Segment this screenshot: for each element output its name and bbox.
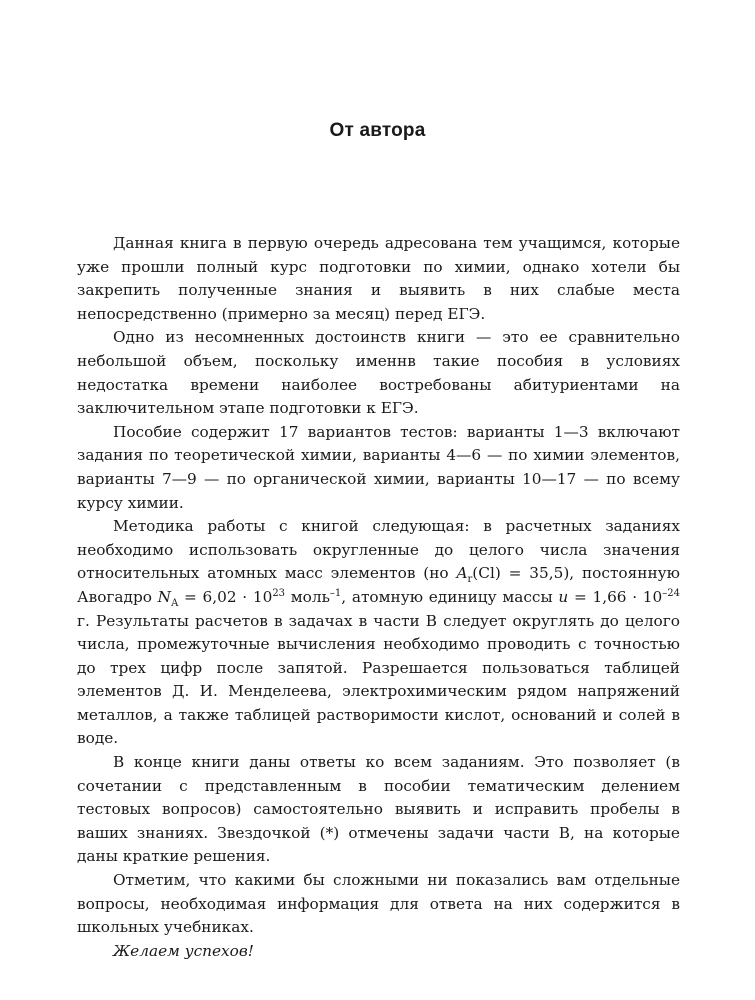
paragraph-contents: Пособие содержит 17 вариантов тестов: варианты 1—3 включают задания по теоретической химии, варианты 4—6 — по химии элементов, варианты 7—9 — по органической химии, варианты 10—17 — по всему курсу химии. [77,422,680,512]
paragraph-advantages: Одно из несомненных достоинств книги — это ее сравнительно небольшой объем, поскольку именнв такие пособия в условиях недостатка времени наиболее востребованы абитуриентами на заключительном этапе подготовки к ЕГЭ. [77,328,680,418]
na-subscript: A [171,597,179,609]
na-unit-exponent: –1 [329,587,342,599]
closing-wish: Желаем успехов! [113,941,254,960]
na-symbol: N [157,587,172,606]
u-exponent: –24 [662,587,680,599]
methodology-text-2: , атомную единицу массы [341,587,559,606]
u-value: = 1,66 · 10 [568,587,663,606]
na-unit: моль [285,587,330,606]
ar-value: (Cl) = 35,5), постоянную Авогадро [77,564,680,606]
na-exponent: 23 [272,587,286,599]
body-text [77,232,680,963]
ar-subscript: r [467,574,473,586]
paragraph-answers: В конце книги даны ответы ко всем заданиям. Это позволяет (в сочетании с представленным в пособии тематическим делением тестовых вопросов) самостоятельно выявить и исправить пробелы в ваших знаниях. Звездочкой (*) отмечены задачи части В, на которые даны краткие решения. [77,753,680,866]
methodology-text-3: г. Результаты расчетов в задачах в части В следует округлять до целого числа, промежуточные вычисления необходимо проводить с точностью до трех цифр после запятой. Разрешается пользоваться таблицей элементов Д. И. Менделеева, электрохимическим рядом напряжений металлов, а также таблицей растворимости кислот, оснований и солей в воде. [77,611,680,748]
na-value: = 6,02 · 10 [178,587,273,606]
paragraph-intro: Данная книга в первую очередь адресована тем учащимся, которые уже прошли полный курс подготовки по химии, однако хотели бы закрепить полученные знания и выявить в них слабые места непосредственно (примерно за месяц) перед ЕГЭ. [77,234,680,323]
ar-symbol: A [456,564,468,583]
page-title: От автора [329,120,426,141]
u-symbol: u [558,587,569,606]
paragraph-textbooks: Отметим, что какими бы сложными ни показались вам отдельные вопросы, необходимая информация для ответа на них содержится в школьных учебниках. [77,871,680,937]
methodology-text-1: Методика работы с книгой следующая: в расчетных заданиях необходимо использовать округленные до целого числа значения относительных атомных масс элементов (но [77,517,680,583]
paragraph-methodology [77,515,680,751]
